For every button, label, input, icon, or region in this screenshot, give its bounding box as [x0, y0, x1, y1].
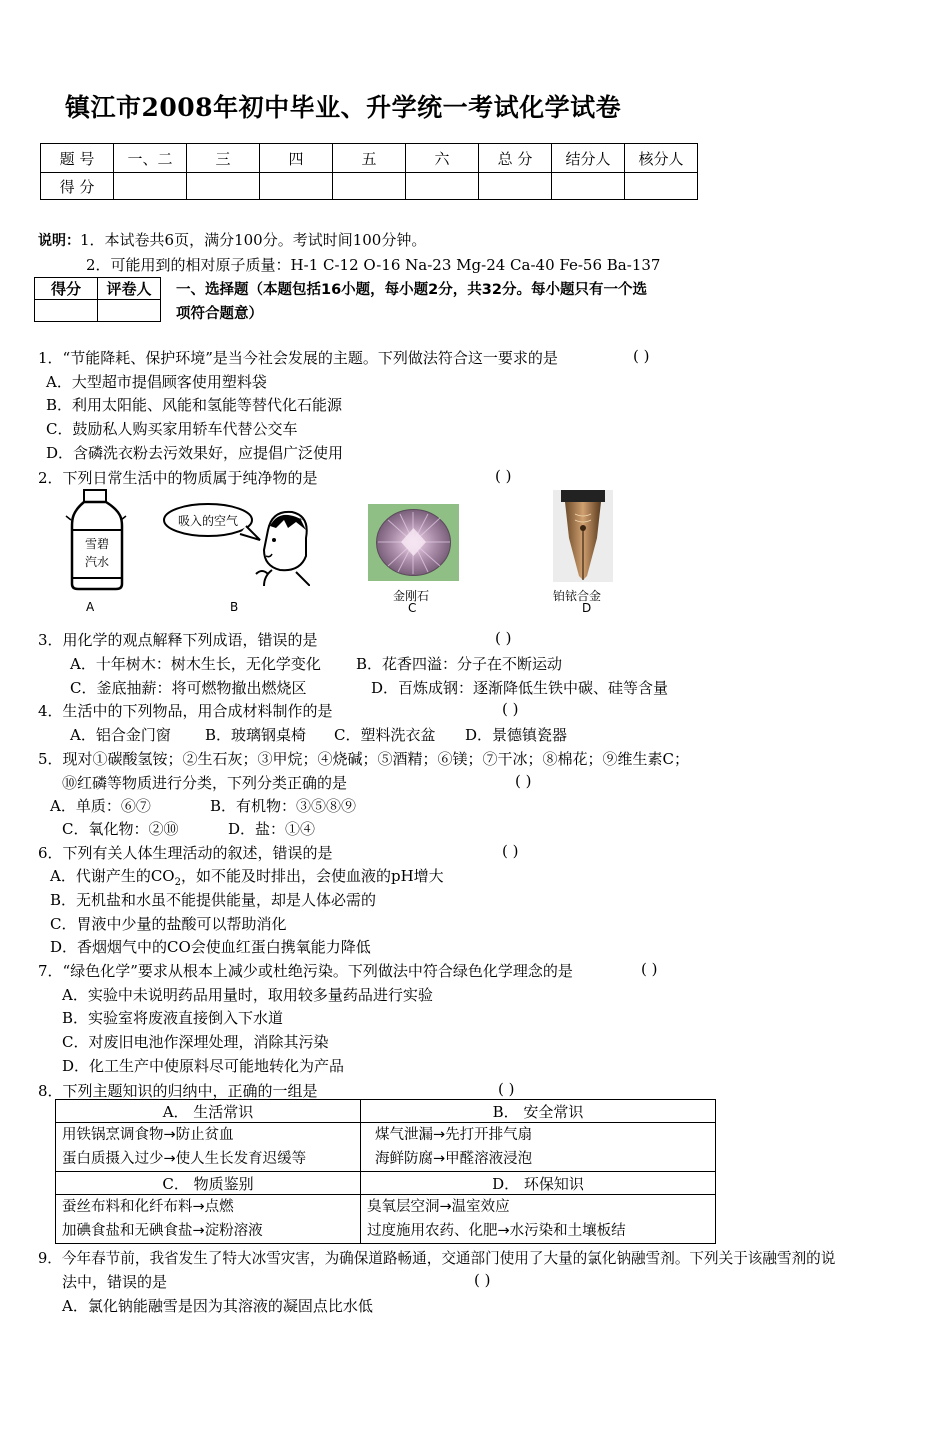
pen-caption: 铂铱合金 [553, 589, 602, 603]
person-breathing-figure [160, 496, 310, 586]
notes-line-1 [38, 229, 426, 250]
q5-option-c: C．氧化物：②⑩ [62, 820, 179, 838]
knowledge-d-line-1: 臭氧层空洞→温室效应 [367, 1199, 510, 1215]
q5-option-a: A．单质：⑥⑦ [50, 797, 151, 815]
knowledge-head-c: C． 物质鉴别 [56, 1172, 361, 1195]
q3-option-c: C．釜底抽薪：将可燃物撤出燃烧区 [70, 679, 307, 697]
q4-option-d: D．景德镇瓷器 [465, 726, 568, 744]
score-cell[interactable] [625, 173, 698, 200]
q1-option-b: B．利用太阳能、风能和氢能等替代化石能源 [46, 396, 343, 414]
knowledge-c-line-2: 加碘食盐和无碘食盐→淀粉溶液 [62, 1223, 263, 1239]
grader-reviewer-label: 评卷人 [98, 278, 161, 300]
grader-reviewer-cell[interactable] [98, 300, 161, 322]
knowledge-table [55, 1099, 716, 1244]
figure-label-d: D [582, 601, 592, 615]
score-header-cell: 题 号 [41, 144, 114, 173]
score-header-cell: 总 分 [479, 144, 552, 173]
q3-answer-blank[interactable]: ( ) [495, 629, 512, 647]
q2-answer-blank[interactable]: ( ) [495, 467, 512, 485]
score-cell[interactable] [187, 173, 260, 200]
knowledge-body-d [361, 1195, 716, 1244]
knowledge-body-a [56, 1123, 361, 1172]
speech-bubble-text: 吸入的空气 [177, 514, 239, 528]
score-table [40, 143, 698, 200]
q2-stem: 2．下列日常生活中的物质属于纯净物的是 [38, 469, 318, 487]
pen-nib-figure [553, 490, 613, 582]
knowledge-head-a: A． 生活常识 [56, 1100, 361, 1123]
bottle-figure [62, 486, 132, 592]
figure-label-a: A [86, 600, 95, 614]
q8-stem: 8．下列主题知识的归纳中，正确的一组是 [38, 1082, 318, 1100]
notes-label: 说明： [38, 233, 80, 249]
q7-option-a: A．实验中未说明药品用量时，取用较多量药品进行实验 [62, 986, 433, 1004]
q4-stem: 4．生活中的下列物品，用合成材料制作的是 [38, 702, 333, 720]
knowledge-body-c [56, 1195, 361, 1244]
section-heading-line-1: 一、选择题（本题包括16小题，每小题2分，共32分。每小题只有一个选 [176, 282, 647, 298]
knowledge-head-b: B． 安全常识 [361, 1100, 716, 1123]
notes-text: 1．本试卷共6页，满分100分。考试时间100分钟。 [80, 231, 427, 249]
figure-label-b: B [230, 600, 239, 614]
q1-stem: 1．“节能降耗、保护环境”是当今社会发展的主题。下列做法符合这一要求的是 [38, 349, 558, 367]
q4-answer-blank[interactable]: ( ) [502, 700, 519, 718]
q4-option-c: C．塑料洗衣盆 [334, 726, 436, 744]
q6-option-d: D．香烟烟气中的CO会使血红蛋白携氧能力降低 [50, 938, 371, 956]
knowledge-head-d: D． 环保知识 [361, 1172, 716, 1195]
q9-answer-blank[interactable]: ( ) [474, 1271, 491, 1289]
svg-text:汽水: 汽水 [84, 555, 110, 569]
q6-stem: 6．下列有关人体生理活动的叙述，错误的是 [38, 844, 333, 862]
q5-stem-line-1: 5．现对①碳酸氢铵；②生石灰；③甲烷；④烧碱；⑤酒精；⑥镁；⑦干冰；⑧棉花；⑨维生素C； [38, 750, 690, 768]
q1-answer-blank[interactable]: ( ) [633, 347, 650, 365]
score-cell[interactable] [406, 173, 479, 200]
diamond-figure [368, 504, 459, 581]
score-header-cell: 核分人 [625, 144, 698, 173]
diamond-caption: 金刚石 [393, 589, 430, 603]
q4-option-a: A．铝合金门窗 [70, 726, 171, 744]
score-cell[interactable] [333, 173, 406, 200]
q7-option-c: C．对废旧电池作深埋处理，消除其污染 [62, 1033, 329, 1051]
knowledge-a-line-1: 用铁锅烹调食物→防止贫血 [62, 1127, 234, 1143]
score-header-cell: 四 [260, 144, 333, 173]
q8-answer-blank[interactable]: ( ) [498, 1080, 515, 1098]
q6-option-a: A．代谢产生的$CO_2$，如不能及时排出，会使血液的pH增大 [50, 867, 444, 888]
score-header-cell: 三 [187, 144, 260, 173]
q5-answer-blank[interactable]: ( ) [515, 772, 532, 790]
q1-option-a: A．大型超市提倡顾客使用塑料袋 [46, 373, 267, 391]
q3-option-a: A．十年树木：树木生长，无化学变化 [70, 655, 321, 673]
score-cell[interactable] [260, 173, 333, 200]
knowledge-c-line-1: 蚕丝布料和化纤布料→点燃 [62, 1199, 234, 1215]
score-cell[interactable] [552, 173, 625, 200]
score-header-cell: 五 [333, 144, 406, 173]
knowledge-d-line-2: 过度施用农药、化肥→水污染和土壤板结 [367, 1223, 626, 1239]
q7-answer-blank[interactable]: ( ) [641, 960, 658, 978]
q9-stem-line-2: 法中，错误的是 [62, 1273, 168, 1291]
q1-option-c: C．鼓励私人购买家用轿车代替公交车 [46, 420, 298, 438]
score-header-cell: 一、二 [114, 144, 187, 173]
q6-option-b: B．无机盐和水虽不能提供能量，却是人体必需的 [50, 891, 377, 909]
score-cell[interactable] [479, 173, 552, 200]
grader-table [34, 277, 161, 322]
grader-score-label: 得分 [35, 278, 98, 300]
q7-option-d: D．化工生产中使原料尽可能地转化为产品 [62, 1057, 345, 1075]
q5-stem-line-2: ⑩红磷等物质进行分类，下列分类正确的是 [62, 774, 348, 792]
section-heading-line-2: 项符合题意） [176, 306, 263, 322]
q9-option-a: A．氯化钠能融雪是因为其溶液的凝固点比水低 [62, 1297, 373, 1315]
score-row-label: 得 分 [41, 173, 114, 200]
score-header-cell: 结分人 [552, 144, 625, 173]
page-title: 镇江市2008年初中毕业、升学统一考试化学试卷 [65, 93, 622, 122]
q7-option-b: B．实验室将废液直接倒入下水道 [62, 1009, 284, 1027]
knowledge-b-line-1: 煤气泄漏→先打开排气扇 [375, 1127, 533, 1143]
knowledge-a-line-2: 蛋白质摄入过少→使人生长发育迟缓等 [62, 1151, 307, 1167]
figure-label-c: C [408, 601, 417, 615]
bottle-label-text: 雪碧 [84, 537, 110, 551]
score-cell[interactable] [114, 173, 187, 200]
q6-option-c: C．胃液中少量的盐酸可以帮助消化 [50, 915, 287, 933]
knowledge-body-b [361, 1123, 716, 1172]
q1-option-d: D．含磷洗衣粉去污效果好，应提倡广泛使用 [46, 444, 344, 462]
grader-score-cell[interactable] [35, 300, 98, 322]
q5-option-d: D．盐：①④ [228, 820, 316, 838]
notes-line-2: 2．可能用到的相对原子质量：H-1 C-12 O-16 Na-23 Mg-24 Ca-40 Fe-56 Ba-137 [86, 256, 661, 274]
score-header-cell: 六 [406, 144, 479, 173]
q4-option-b: B．玻璃钢桌椅 [205, 726, 307, 744]
q3-stem: 3．用化学的观点解释下列成语，错误的是 [38, 631, 318, 649]
q3-option-b: B．花香四溢：分子在不断运动 [356, 655, 563, 673]
knowledge-b-line-2: 海鲜防腐→甲醛溶液浸泡 [375, 1151, 533, 1167]
q9-stem-line-1: 9．今年春节前，我省发生了特大冰雪灾害，为确保道路畅通，交通部门使用了大量的氯化钠融雪剂。下列关于该融雪剂的说 [38, 1250, 836, 1267]
q6-answer-blank[interactable]: ( ) [502, 842, 519, 860]
q5-option-b: B．有机物：③⑤⑧⑨ [210, 797, 357, 815]
q3-option-d: D．百炼成钢：逐渐降低生铁中碳、硅等含量 [371, 679, 669, 697]
q7-stem: 7．“绿色化学”要求从根本上减少或杜绝污染。下列做法中符合绿色化学理念的是 [38, 962, 573, 980]
